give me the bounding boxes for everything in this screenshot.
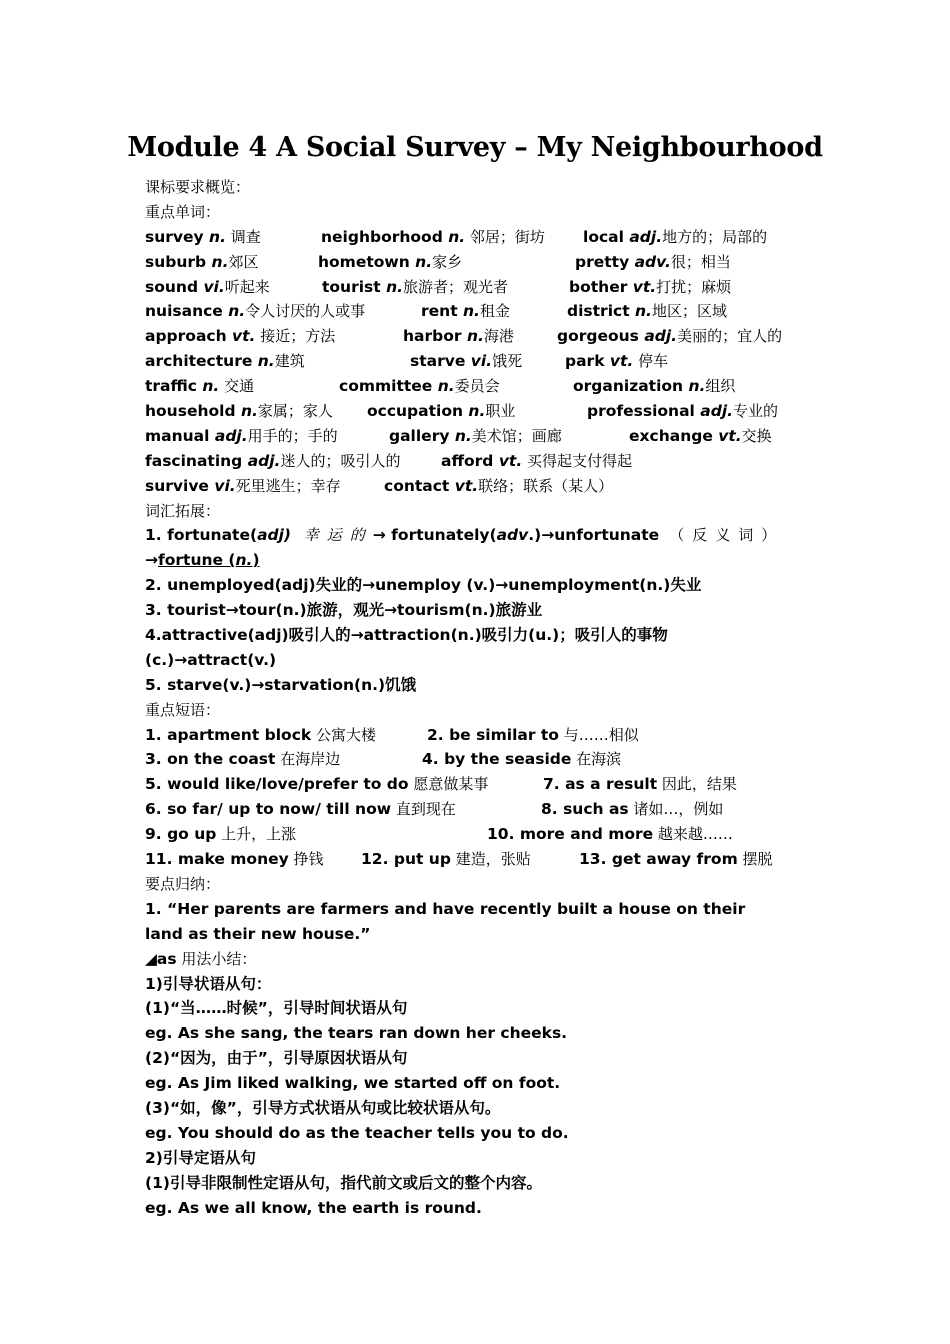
word-entry: [145, 349, 305, 374]
phrase-meaning: 直到现在: [391, 800, 456, 819]
word-meaning: 美术馆；画廊: [471, 426, 562, 445]
expansion-item-1a: [145, 523, 815, 548]
phrase-entry: [422, 747, 621, 772]
expansion-text: （反义词）: [669, 526, 785, 545]
example-2: eg. As Jim liked walking, we started off on foot.: [145, 1074, 561, 1093]
word-term: hometown: [318, 252, 416, 271]
phrase-entry: [541, 797, 723, 822]
word-meaning: 调查: [225, 227, 261, 246]
word-term: local: [583, 227, 630, 246]
phrase-entry: [145, 822, 296, 847]
expansion-item-4b: (c.)→attract(v.): [145, 650, 277, 669]
phrase-entry: [579, 847, 773, 872]
word-row: [145, 424, 815, 449]
phrase-meaning: 公寓大楼: [311, 725, 376, 744]
phrase-term: 10. more and more: [487, 825, 654, 844]
expansion-item-4a: 4.attractive(adj)吸引人的→attraction(n.)吸引力(u.)；吸引人的事物: [145, 626, 668, 645]
phrase-term: 4. by the seaside: [422, 750, 572, 769]
word-part-of-speech: n.: [211, 252, 229, 271]
word-entry: [145, 299, 365, 324]
phrase-meaning: 在海岸边: [275, 750, 341, 769]
phrase-entry: [543, 772, 737, 797]
word-term: tourist: [322, 277, 387, 296]
word-entry: [318, 250, 462, 275]
expansion-text: → fortunately(: [372, 526, 497, 545]
word-entry: [145, 275, 270, 300]
word-part-of-speech: n.: [415, 252, 433, 271]
word-term: nuisance: [145, 302, 229, 321]
expansion-item-5: 5. starve(v.)→starvation(n.)饥饿: [145, 675, 417, 694]
word-meaning: 海港: [483, 327, 514, 346]
word-term: starve: [410, 352, 471, 371]
word-part-of-speech: adj.: [644, 327, 678, 346]
word-term: sound: [145, 277, 204, 296]
word-meaning: 美丽的；宜人的: [677, 327, 783, 346]
expansion-text: n.: [235, 551, 253, 570]
word-meaning: 郊区: [228, 252, 259, 271]
word-entry: [403, 324, 514, 349]
phrase-row: [145, 772, 815, 797]
phrase-entry: [487, 822, 733, 847]
word-row: [145, 275, 815, 300]
expansion-text: adv: [496, 526, 529, 545]
phrase-meaning: 建造，张贴: [450, 850, 531, 869]
word-meaning: 邻居；街坊: [465, 227, 545, 246]
word-entry: [145, 324, 335, 349]
word-meaning: 地区；区域: [651, 302, 727, 321]
manner-clause-note: (3)“如，像”，引导方式状语从句或比较状语从句。: [145, 1098, 501, 1117]
word-term: household: [145, 402, 241, 421]
word-term: pretty: [575, 252, 635, 271]
word-entry: [565, 349, 668, 374]
word-part-of-speech: n.: [466, 327, 484, 346]
section-key-words: 重点单词：: [145, 202, 221, 221]
phrase-list: [145, 723, 815, 872]
word-entry: [367, 399, 515, 424]
point-sentence-1b: land as their new house.”: [145, 924, 371, 943]
word-part-of-speech: n.: [448, 227, 466, 246]
word-meaning: 交换: [741, 426, 772, 445]
adverbial-clause-heading: 1)引导状语从句：: [145, 974, 272, 993]
word-part-of-speech: vt.: [609, 352, 634, 371]
word-term: harbor: [403, 327, 467, 346]
word-part-of-speech: vt.: [454, 476, 479, 495]
word-row: [145, 449, 815, 474]
point-sentence-1a: 1. “Her parents are farmers and have recently built a house on their: [145, 899, 746, 918]
phrase-row: [145, 797, 815, 822]
word-row: [145, 374, 815, 399]
word-meaning: 地方的；局部的: [662, 227, 768, 246]
word-part-of-speech: n.: [468, 402, 486, 421]
word-entry: [569, 275, 731, 300]
word-entry: [145, 225, 261, 250]
phrase-meaning: 在海滨: [571, 750, 622, 769]
word-entry: [557, 324, 782, 349]
phrase-term: 6. so far/ up to now/ till now: [145, 800, 392, 819]
phrase-term: 11. make money: [145, 850, 289, 869]
attributive-clause-heading: 2)引导定语从句: [145, 1148, 256, 1167]
word-entry: [145, 374, 254, 399]
phrase-term: 13. get away from: [579, 850, 738, 869]
word-meaning: 用手的；手的: [247, 426, 338, 445]
word-part-of-speech: n.: [240, 402, 258, 421]
word-term: exchange: [629, 426, 719, 445]
section-overview: 课标要求概览：: [145, 178, 251, 196]
word-row: [145, 399, 815, 424]
word-term: afford: [441, 451, 499, 470]
example-1: eg. As she sang, the tears ran down her cheeks.: [145, 1024, 568, 1043]
word-entry: [145, 474, 341, 499]
phrase-meaning: 摆脱: [737, 850, 773, 869]
word-row: [145, 250, 815, 275]
page-title: Module 4 A Social Survey – My Neighbourhood: [127, 132, 823, 163]
word-row: [145, 474, 815, 499]
phrase-row: [145, 747, 815, 772]
expansion-text: ): [252, 551, 260, 570]
word-entry: [322, 275, 508, 300]
word-row: [145, 225, 815, 250]
word-row: [145, 324, 815, 349]
expansion-text: →: [145, 551, 158, 570]
word-part-of-speech: n.: [463, 302, 480, 321]
word-part-of-speech: n.: [386, 277, 404, 296]
word-part-of-speech: adj.: [214, 426, 248, 445]
word-meaning: 旅游者；观光者: [403, 277, 509, 296]
word-meaning: 迷人的；吸引人的: [280, 451, 401, 470]
word-entry: [575, 250, 731, 275]
word-meaning: 专业的: [733, 402, 779, 421]
phrase-term: 7. as a result: [543, 775, 658, 794]
word-meaning: 家属；家人: [257, 402, 333, 421]
word-row: [145, 349, 815, 374]
word-meaning: 组织: [705, 377, 736, 396]
word-term: gallery: [389, 426, 455, 445]
word-part-of-speech: vi.: [203, 277, 225, 296]
word-meaning: 交通: [219, 377, 255, 396]
word-part-of-speech: n.: [202, 377, 220, 396]
word-term: neighborhood: [321, 227, 449, 246]
word-entry: [145, 399, 333, 424]
word-meaning: 接近；方法: [255, 327, 336, 346]
word-part-of-speech: vt.: [498, 451, 523, 470]
phrase-term: 8. such as: [541, 800, 629, 819]
phrase-entry: [145, 747, 340, 772]
word-part-of-speech: vt.: [232, 327, 256, 346]
word-part-of-speech: n.: [257, 352, 275, 371]
word-term: committee: [339, 377, 438, 396]
word-meaning: 听起来: [224, 277, 270, 296]
word-part-of-speech: adv.: [634, 252, 671, 271]
word-meaning: 打扰；麻烦: [656, 277, 732, 296]
word-part-of-speech: n.: [228, 302, 246, 321]
word-term: suburb: [145, 252, 212, 271]
phrase-meaning: 因此，结果: [657, 775, 737, 794]
word-term: professional: [587, 402, 701, 421]
word-entry: [421, 299, 510, 324]
word-term: survey: [145, 227, 210, 246]
word-part-of-speech: n.: [635, 302, 652, 321]
word-term: manual: [145, 426, 215, 445]
expansion-text: .)→unfortunate: [528, 526, 660, 545]
phrase-meaning: 与……相似: [558, 725, 639, 744]
phrase-meaning: 挣钱: [288, 850, 324, 869]
as-marker: ◢as: [145, 949, 177, 968]
word-entry: [567, 299, 727, 324]
word-part-of-speech: n.: [454, 426, 472, 445]
word-part-of-speech: adj.: [700, 402, 734, 421]
word-entry: [583, 225, 767, 250]
time-clause-note: (1)“当……时候”，引导时间状语从句: [145, 999, 408, 1018]
word-term: survive: [145, 476, 215, 495]
word-entry: [339, 374, 500, 399]
phrase-entry: [145, 797, 456, 822]
expansion-item-2: 2. unemployed(adj)失业的→unemploy (v.)→unemployment(n.)失业: [145, 576, 702, 595]
phrase-term: 12. put up: [361, 850, 451, 869]
word-meaning: 令人讨厌的人或事: [245, 302, 366, 321]
word-part-of-speech: n.: [209, 227, 226, 246]
phrase-meaning: 愿意做某事: [408, 775, 489, 794]
word-entry: [441, 449, 632, 474]
word-part-of-speech: vt.: [718, 426, 742, 445]
word-meaning: 停车: [633, 352, 669, 371]
word-entry: [145, 250, 258, 275]
word-entry: [145, 424, 338, 449]
word-term: gorgeous: [557, 327, 645, 346]
as-heading-text: 用法小结：: [176, 949, 257, 968]
phrase-meaning: 越来越……: [653, 825, 733, 844]
word-term: district: [567, 302, 635, 321]
word-term: approach: [145, 327, 233, 346]
word-entry: [410, 349, 522, 374]
phrase-term: 9. go up: [145, 825, 217, 844]
word-part-of-speech: vi.: [470, 352, 493, 371]
expansion-text: 幸运的: [291, 526, 373, 545]
word-meaning: 很；相当: [670, 252, 731, 271]
phrase-row: [145, 822, 815, 847]
phrase-meaning: 诸如…，例如: [628, 800, 724, 819]
word-meaning: 建筑: [274, 352, 305, 371]
expansion-item-1b: [145, 548, 815, 573]
example-4: eg. As we all know, the earth is round.: [145, 1198, 482, 1217]
phrase-row: [145, 847, 815, 872]
word-list: [145, 225, 815, 499]
word-part-of-speech: adj.: [629, 227, 663, 246]
word-meaning: 联络；联系（某人）: [478, 476, 614, 495]
document-body: [145, 175, 815, 1220]
word-meaning: 委员会: [454, 377, 500, 396]
word-part-of-speech: vi.: [214, 476, 236, 495]
word-term: park: [565, 352, 610, 371]
word-meaning: 饿死: [492, 352, 523, 371]
phrase-entry: [145, 772, 488, 797]
word-term: occupation: [367, 402, 469, 421]
phrase-row: [145, 723, 815, 748]
expansion-text: 1. fortunate(: [145, 526, 258, 545]
expansion-item-3: 3. tourist→tour(n.)旅游，观光→tourism(n.)旅游业: [145, 601, 543, 620]
word-term: organization: [573, 377, 689, 396]
phrase-term: 1. apartment block: [145, 725, 312, 744]
word-meaning: 家乡: [432, 252, 463, 271]
word-entry: [384, 474, 613, 499]
word-entry: [587, 399, 778, 424]
section-vocab-expansion: 词汇拓展：: [145, 501, 221, 520]
as-usage-heading: [145, 947, 815, 972]
example-3: eg. You should do as the teacher tells you to do.: [145, 1123, 569, 1142]
word-entry: [145, 449, 400, 474]
phrase-entry: [145, 847, 324, 872]
phrase-term: 2. be similar to: [427, 725, 559, 744]
phrase-entry: [427, 723, 639, 748]
phrase-entry: [145, 723, 376, 748]
word-part-of-speech: n.: [437, 377, 455, 396]
word-meaning: 死里逃生；幸存: [235, 476, 341, 495]
word-part-of-speech: n.: [688, 377, 706, 396]
word-term: contact: [384, 476, 455, 495]
reason-clause-note: (2)“因为，由于”，引导原因状语从句: [145, 1049, 408, 1068]
word-part-of-speech: adj.: [247, 451, 281, 470]
phrase-entry: [361, 847, 531, 872]
word-term: fascinating: [145, 451, 248, 470]
word-meaning: 职业: [485, 402, 516, 421]
word-entry: [389, 424, 562, 449]
phrase-term: 3. on the coast: [145, 750, 276, 769]
word-meaning: 租金: [479, 302, 510, 321]
word-term: rent: [421, 302, 463, 321]
word-part-of-speech: vt.: [632, 277, 657, 296]
word-entry: [573, 374, 735, 399]
word-entry: [321, 225, 545, 250]
phrase-meaning: 上升，上涨: [216, 825, 297, 844]
section-key-points: 要点归纳：: [145, 874, 221, 893]
phrase-term: 5. would like/love/prefer to do: [145, 775, 409, 794]
expansion-text: fortune (: [158, 551, 236, 570]
expansion-text: adj): [257, 526, 292, 545]
non-restrictive-note: (1)引导非限制性定语从句，指代前文或后文的整个内容。: [145, 1173, 542, 1192]
word-term: architecture: [145, 352, 258, 371]
word-row: [145, 299, 815, 324]
word-term: bother: [569, 277, 633, 296]
word-entry: [629, 424, 772, 449]
word-meaning: 买得起支付得起: [522, 451, 632, 470]
word-term: traffic: [145, 377, 203, 396]
section-key-phrases: 重点短语：: [145, 700, 221, 719]
